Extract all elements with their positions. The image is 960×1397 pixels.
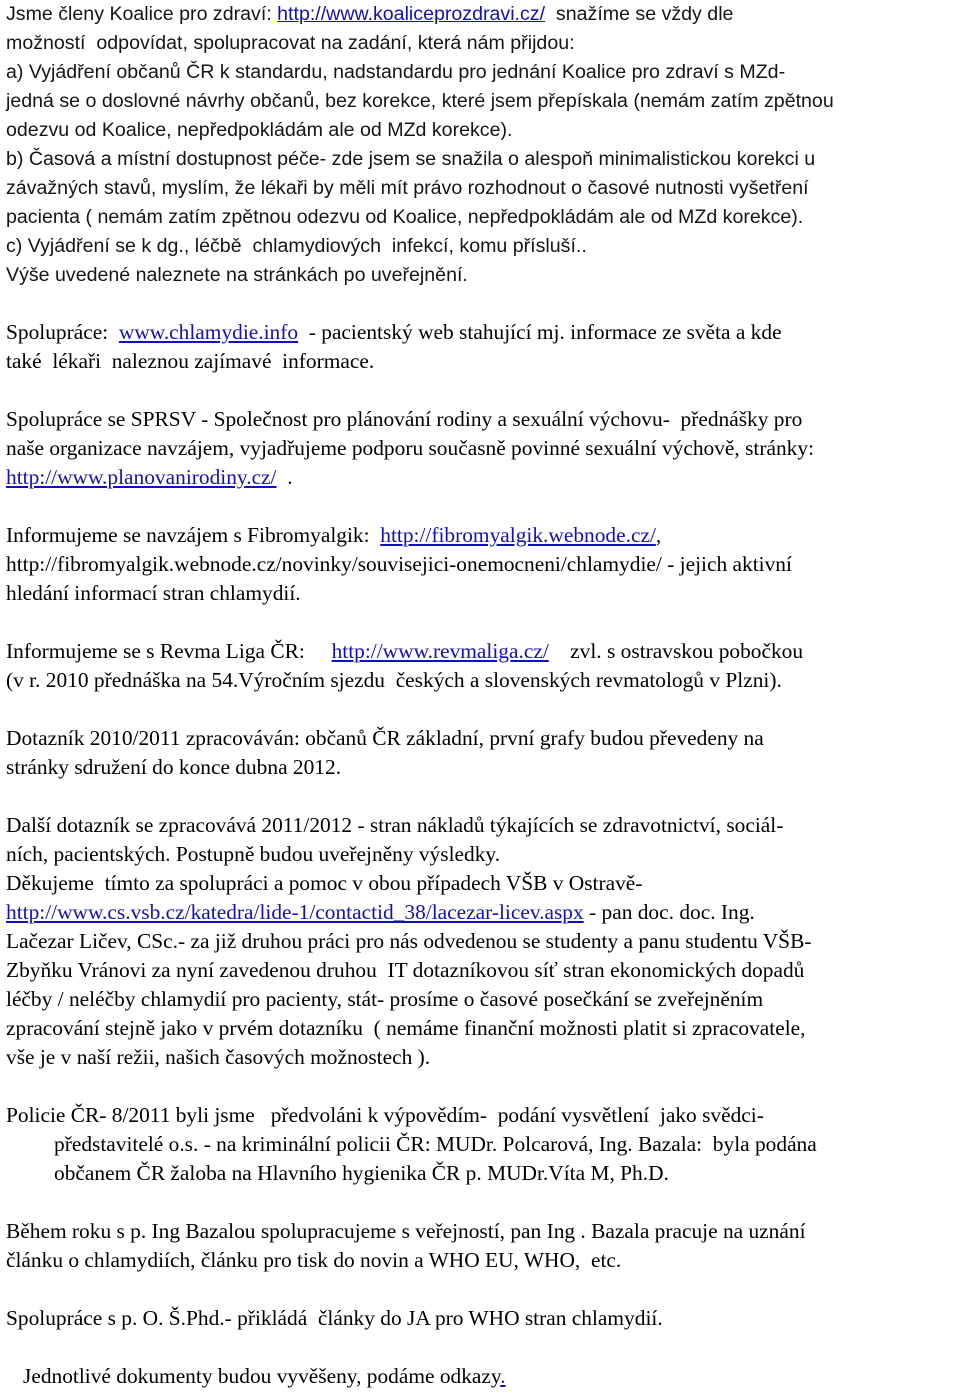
sprsv-line-1: Spolupráce se SPRSV - Společnost pro plánování rodiny a sexuální výchovu- přednášky pro	[6, 407, 803, 431]
koalice-intro-rest: snažíme se vždy dle	[545, 3, 734, 25]
sprsv-line-3	[6, 463, 954, 492]
koalice-item-a-line-1: a) Vyjádření občanů ČR k standardu, nadstandardu pro jednání Koalice pro zdraví s MZd-	[6, 61, 786, 83]
fibro-section	[6, 521, 954, 608]
chlamydie-label: Spolupráce:	[6, 320, 119, 344]
sprsv-link[interactable]: http://www.planovanirodiny.cz/	[6, 465, 277, 489]
koalice-item-b-line-2: závažných stavů, myslím, že lékaři by měli mít právo rozhodnout o časové nutnosti vyšetření	[6, 177, 809, 199]
dotaznik-2010-line-1: Dotazník 2010/2011 zpracováván: občanů ČR základní, první grafy budou převedeny na	[6, 726, 764, 750]
sprsv-section	[6, 405, 954, 492]
fibro-comma: ,	[655, 523, 667, 547]
closing-dot: .	[500, 1364, 506, 1388]
vsb-person: - pan doc. doc. Ing.	[583, 900, 755, 924]
dotaznik-2011-line-1: Další dotazník se zpracovává 2011/2012 - stran nákladů týkajících se zdravotnictví, sociál-	[6, 813, 784, 837]
chlamydie-link[interactable]: www.chlamydie.info	[118, 320, 299, 344]
policie-section	[6, 1101, 954, 1188]
dotaznik-2011-line-6: Zbyňku Vránovi za nyní zavedenou druhou IT dotazníkovou síť stran ekonomických dopadů	[6, 958, 805, 982]
dotaznik-2011-line-9: vše je v naší režii, našich časových možnostech ).	[6, 1045, 431, 1069]
fibro-line-3: hledání informací stran chlamydií.	[6, 581, 301, 605]
koalice-section	[6, 0, 954, 290]
dotaznik-2011-line-7: léčby / neléčby chlamydií pro pacienty, stát- prosíme o časové posečkání se zveřejněním	[6, 987, 764, 1011]
policie-line-3: občanem ČR žaloba na Hlavního hygienika ČR p. MUDr.Víta M, Ph.D.	[54, 1161, 669, 1185]
koalice-item-c: c) Vyjádření se k dg., léčbě chlamydiových infekcí, komu přísluší..	[6, 235, 587, 257]
koalice-item-b-line-3: pacienta ( nemám zatím zpětnou odezvu od Koalice, nepředpokládám ale od MZd korekce).	[6, 206, 804, 228]
dotaznik-2011-line-2: ních, pacientských. Postupně budou uveřejněny výsledky.	[6, 842, 501, 866]
dotaznik-2011-section	[6, 811, 954, 1072]
dotaznik-2011-line-8: zpracování stejně jako v prvém dotazníku ( nemáme finanční možnosti platit si zpracovatele,	[6, 1016, 806, 1040]
dotaznik-2010-section	[6, 724, 954, 782]
vsb-link[interactable]: http://www.cs.vsb.cz/katedra/lide-1/contactid_38/lacezar-licev.aspx	[6, 900, 584, 924]
dotaznik-2011-line-5: Lačezar Ličev, CSc.- za již druhou práci pro nás odvedenou se studenty a panu studentu VŠB-	[6, 929, 812, 953]
koalice-note: Výše uvedené naleznete na stránkách po uveřejnění.	[6, 264, 468, 286]
revma-line-1	[6, 637, 954, 666]
koalice-item-a-line-3: odezvu od Koalice, nepředpokládám ale od MZd korekce).	[6, 119, 513, 141]
verejnost-line-2: článku o chlamydiích, článku pro tisk do novin a WHO EU, WHO, etc.	[6, 1248, 622, 1272]
koalice-link[interactable]: http://www.koaliceprozdravi.cz/	[277, 3, 546, 25]
closing-text: Jednotlivé dokumenty budou vyvěšeny, podáme odkazy	[23, 1364, 501, 1388]
koalice-line-1	[6, 0, 954, 29]
ja-line-1: Spolupráce s p. O. Š.Phd.- přikládá články do JA pro WHO stran chlamydií.	[6, 1306, 663, 1330]
closing-section	[6, 1362, 954, 1391]
revma-link[interactable]: http://www.revmaliga.cz/	[331, 639, 549, 663]
koalice-line-2: možností odpovídat, spolupracovat na zadání, která nám přijdou:	[6, 32, 575, 54]
fibro-line-2: http://fibromyalgik.webnode.cz/novinky/souvisejici-onemocneni/chlamydie/ - jejich aktivní	[6, 552, 792, 576]
policie-line-2: představitelé o.s. - na kriminální policii ČR: MUDr. Polcarová, Ing. Bazala: byla podána	[54, 1132, 817, 1156]
chlamydie-desc: - pacientský web stahující mj. informace ze světa a kde	[298, 320, 782, 344]
revma-section	[6, 637, 954, 695]
fibro-label: Informujeme se navzájem s Fibromyalgik:	[6, 523, 381, 547]
dotaznik-2011-line-3: Děkujeme tímto za spolupráci a pomoc v obou případech VŠB v Ostravě-	[6, 871, 643, 895]
sprsv-period: .	[276, 465, 293, 489]
revma-desc: zvl. s ostravskou pobočkou	[548, 639, 804, 663]
chlamydie-line-2: také lékaři naleznou zajímavé informace.	[6, 349, 375, 373]
koalice-item-a-line-2: jedná se o doslovné návrhy občanů, bez korekce, které jsem přepískala (nemám zatím zpětnou	[6, 90, 834, 112]
chlamydie-line-1	[6, 318, 954, 347]
koalice-intro-text: Jsme členy Koalice pro zdraví:	[6, 3, 278, 25]
verejnost-line-1: Během roku s p. Ing Bazalou spolupracujeme s veřejností, pan Ing . Bazala pracuje na uznání	[6, 1219, 806, 1243]
policie-line-1: Policie ČR- 8/2011 byli jsme předvoláni k výpovědím- podání vysvětlení jako svědci-	[6, 1103, 764, 1127]
koalice-item-b-line-1: b) Časová a místní dostupnost péče- zde jsem se snažila o alespoň minimalistickou korekci u	[6, 148, 816, 170]
fibro-line-1	[6, 521, 954, 550]
ja-section	[6, 1304, 954, 1333]
sprsv-line-2: naše organizace navzájem, vyjadřujeme podporu současně povinné sexuální výchově, stránky:	[6, 436, 815, 460]
closing-line	[6, 1362, 954, 1391]
verejnost-section	[6, 1217, 954, 1275]
revma-label: Informujeme se s Revma Liga ČR:	[6, 639, 332, 663]
dotaznik-2010-line-2: stránky sdružení do konce dubna 2012.	[6, 755, 342, 779]
revma-line-2: (v r. 2010 přednáška na 54.Výročním sjezdu českých a slovenských revmatologů v Plzni).	[6, 668, 782, 692]
chlamydie-section	[6, 318, 954, 376]
fibro-link[interactable]: http://fibromyalgik.webnode.cz/	[380, 523, 656, 547]
dotaznik-2011-line-4	[6, 898, 954, 927]
